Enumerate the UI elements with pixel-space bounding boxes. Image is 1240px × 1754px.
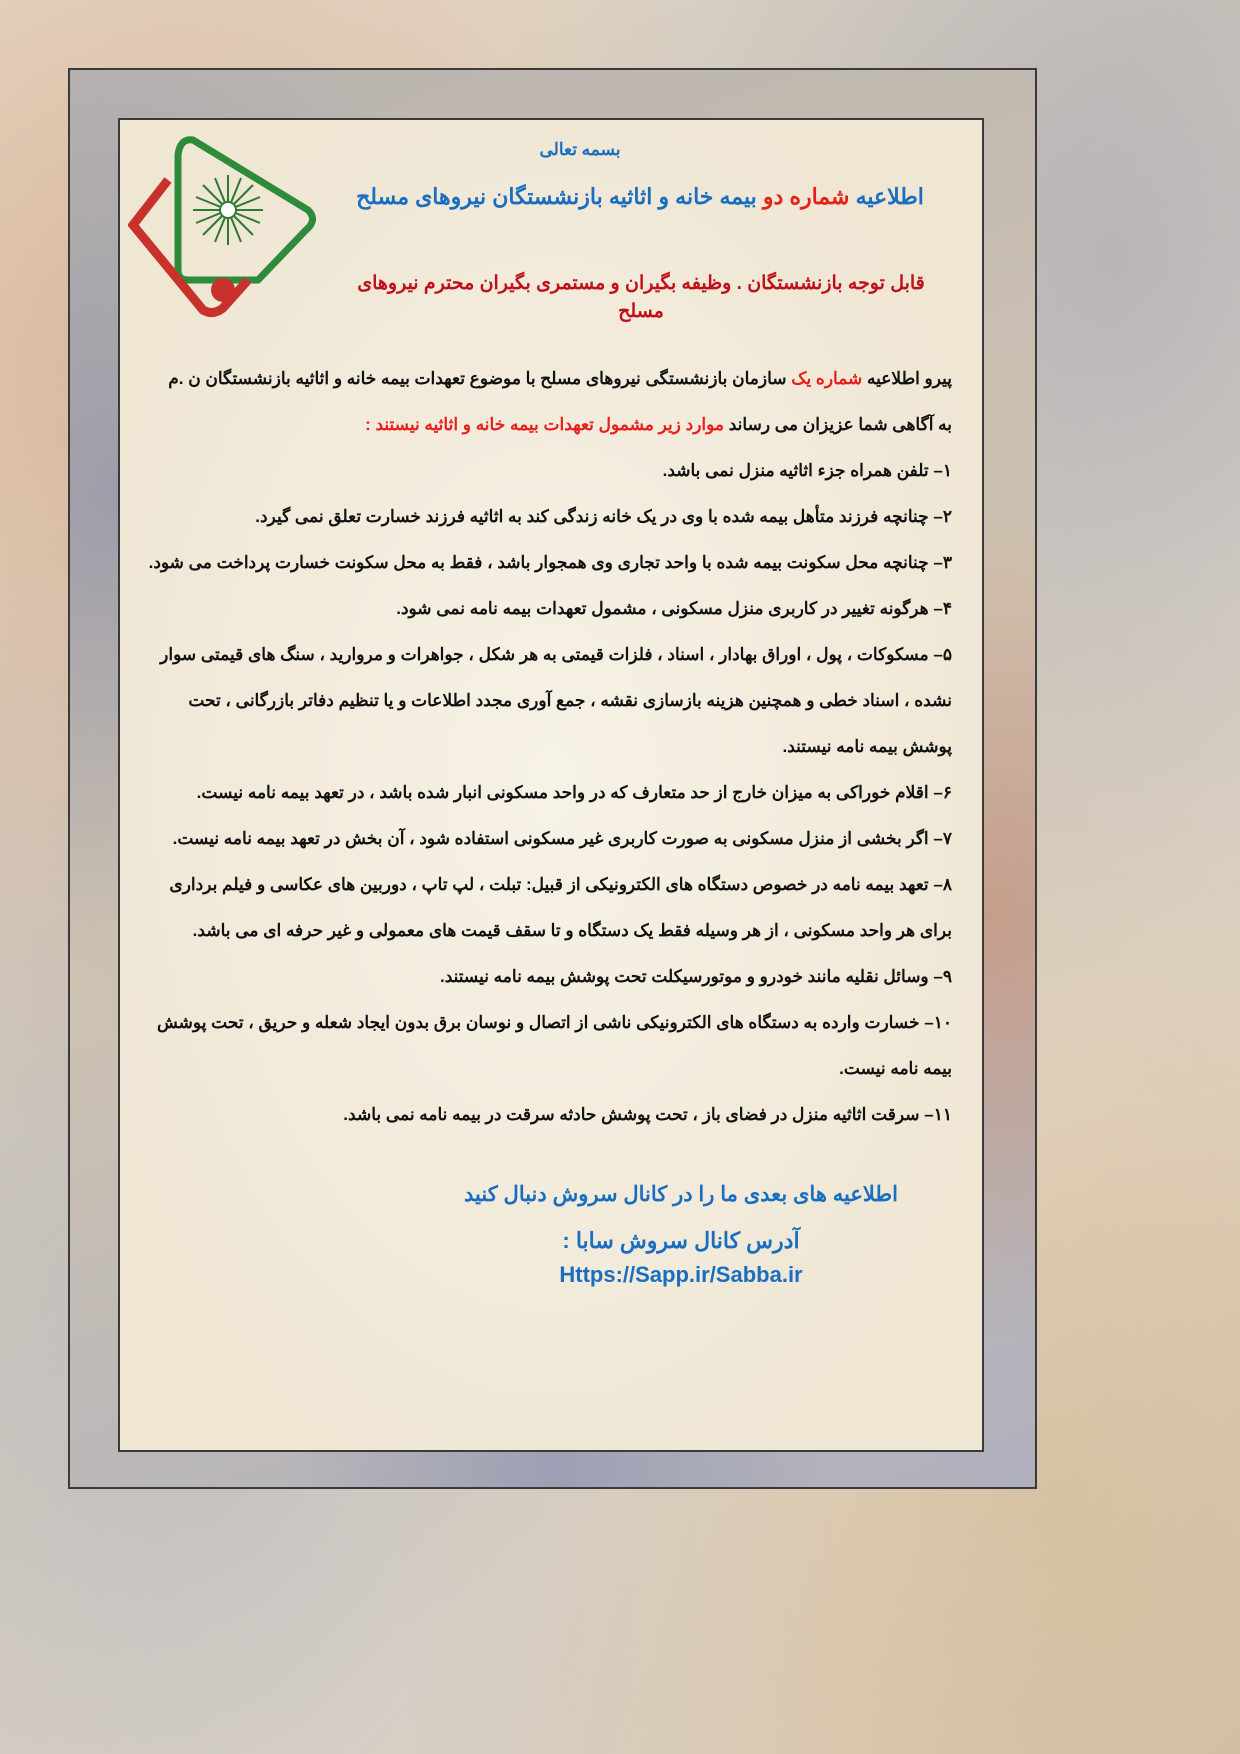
intro-paragraph-1 xyxy=(140,356,952,402)
list-item xyxy=(140,816,952,862)
list-item xyxy=(140,448,952,494)
item-text: وسائل نقلیه مانند خودرو و موتورسیکلت تحت پوشش بیمه نامه نیستند. xyxy=(440,967,929,986)
list-item xyxy=(140,1000,952,1092)
attention-line: قابل توجه بازنشستگان . وظیفه بگیران و مستمری بگیران محترم نیروهای مسلح xyxy=(357,273,925,322)
title-highlight: شماره دو xyxy=(762,184,850,209)
notice-panel xyxy=(118,118,984,1452)
item-number: ۳– xyxy=(933,553,952,572)
item-number: ۷– xyxy=(933,829,952,848)
intro-highlight: موارد زیر مشمول تعهدات بیمه خانه و اثاثیه نیستند : xyxy=(365,415,725,434)
list-item xyxy=(140,632,952,770)
item-text: سرقت اثاثیه منزل در فضای باز ، تحت پوشش حادثه سرقت در بیمه نامه نمی باشد. xyxy=(343,1105,920,1124)
page-title xyxy=(330,182,950,212)
bismillah-heading: بسمه تعالی xyxy=(539,140,621,159)
channel-link[interactable]: Https://Sapp.ir/Sabba.ir xyxy=(559,1262,803,1287)
notice-body xyxy=(140,356,962,1138)
item-text: مسکوکات ، پول ، اوراق بهادار ، اسناد ، فلزات قیمتی به هر شکل ، جواهرات و مروارید ، سنگ های قیمتی سوار نشده ، اسناد خطی و همچنین هزینه بازسازی نقشه ، جمع آوری مجدد اطلاعات و یا تنظیم دفاتر بازرگانی ، تحت پوشش بیمه نامه نیستند. xyxy=(160,645,952,756)
item-number: ۱– xyxy=(933,461,952,480)
intro-highlight: شماره یک xyxy=(791,369,863,388)
follow-channel-text: اطلاعیه های بعدی ما را در کانال سروش دنبال کنید xyxy=(464,1183,898,1206)
item-text: تعهد بیمه نامه در خصوص دستگاه های الکترونیکی از قبیل: تبلت ، لپ تاپ ، دوربین های عکاسی و فیلم برداری برای هر واحد مسکونی ، از هر وسیله فقط یک دستگاه و تا سقف قیمت های معمولی و غیر حرفه ای می باشد. xyxy=(169,875,952,940)
address-label: آدرس کانال سروش سابا : xyxy=(562,1228,800,1253)
item-number: ۵– xyxy=(933,645,952,664)
item-number: ۸– xyxy=(933,875,952,894)
title-prefix: اطلاعیه xyxy=(855,184,924,209)
item-text: چنانچه محل سکونت بیمه شده با واحد تجاری وی همجوار باشد ، فقط به محل سکونت خسارت پرداخت می شود. xyxy=(148,553,929,572)
decorative-frame xyxy=(68,68,1037,1489)
item-text: اقلام خوراکی به میزان خارج از حد متعارف که در واحد مسکونی انبار شده باشد ، در تعهد بیمه نامه نیست. xyxy=(196,783,929,802)
item-number: ۱۰– xyxy=(924,1013,952,1032)
intro-text: پیرو اطلاعیه xyxy=(867,369,952,388)
notice-content xyxy=(140,270,962,1292)
item-number: ۹– xyxy=(933,967,952,986)
item-text: اگر بخشی از منزل مسکونی به صورت کاربری غیر مسکونی استفاده شود ، آن بخش در تعهد بیمه نامه نیست. xyxy=(172,829,929,848)
item-number: ۴– xyxy=(933,599,952,618)
list-item xyxy=(140,770,952,816)
item-number: ۶– xyxy=(933,783,952,802)
footer xyxy=(140,1178,962,1292)
list-item xyxy=(140,494,952,540)
list-item xyxy=(140,540,952,586)
intro-text: سازمان بازنشستگی نیروهای مسلح با موضوع تعهدات بیمه خانه و اثاثیه بازنشستگان ن .م xyxy=(168,369,787,388)
list-item xyxy=(140,1092,952,1138)
list-item xyxy=(140,954,952,1000)
list-item xyxy=(140,862,952,954)
intro-paragraph-2 xyxy=(140,402,952,448)
item-number: ۱۱– xyxy=(924,1105,952,1124)
item-text: چنانچه فرزند متأهل بیمه شده با وی در یک خانه زندگی کند به اثاثیه فرزند خسارت تعلق نمی گیرد. xyxy=(255,507,929,526)
item-text: تلفن همراه جزء اثاثیه منزل نمی باشد. xyxy=(662,461,929,480)
item-number: ۲– xyxy=(933,507,952,526)
item-text: هرگونه تغییر در کاربری منزل مسکونی ، مشمول تعهدات بیمه نامه نمی شود. xyxy=(396,599,929,618)
list-item xyxy=(140,586,952,632)
channel-address xyxy=(440,1224,922,1292)
title-suffix: بیمه خانه و اثاثیه بازنشستگان نیروهای مسلح xyxy=(356,184,757,209)
item-text: خسارت وارده به دستگاه های الکترونیکی ناشی از اتصال و نوسان برق بدون ایجاد شعله و حریق ، تحت پوشش بیمه نامه نیست. xyxy=(157,1013,952,1078)
intro-text: به آگاهی شما عزیزان می رساند xyxy=(728,415,952,434)
exclusion-list xyxy=(140,448,952,1138)
